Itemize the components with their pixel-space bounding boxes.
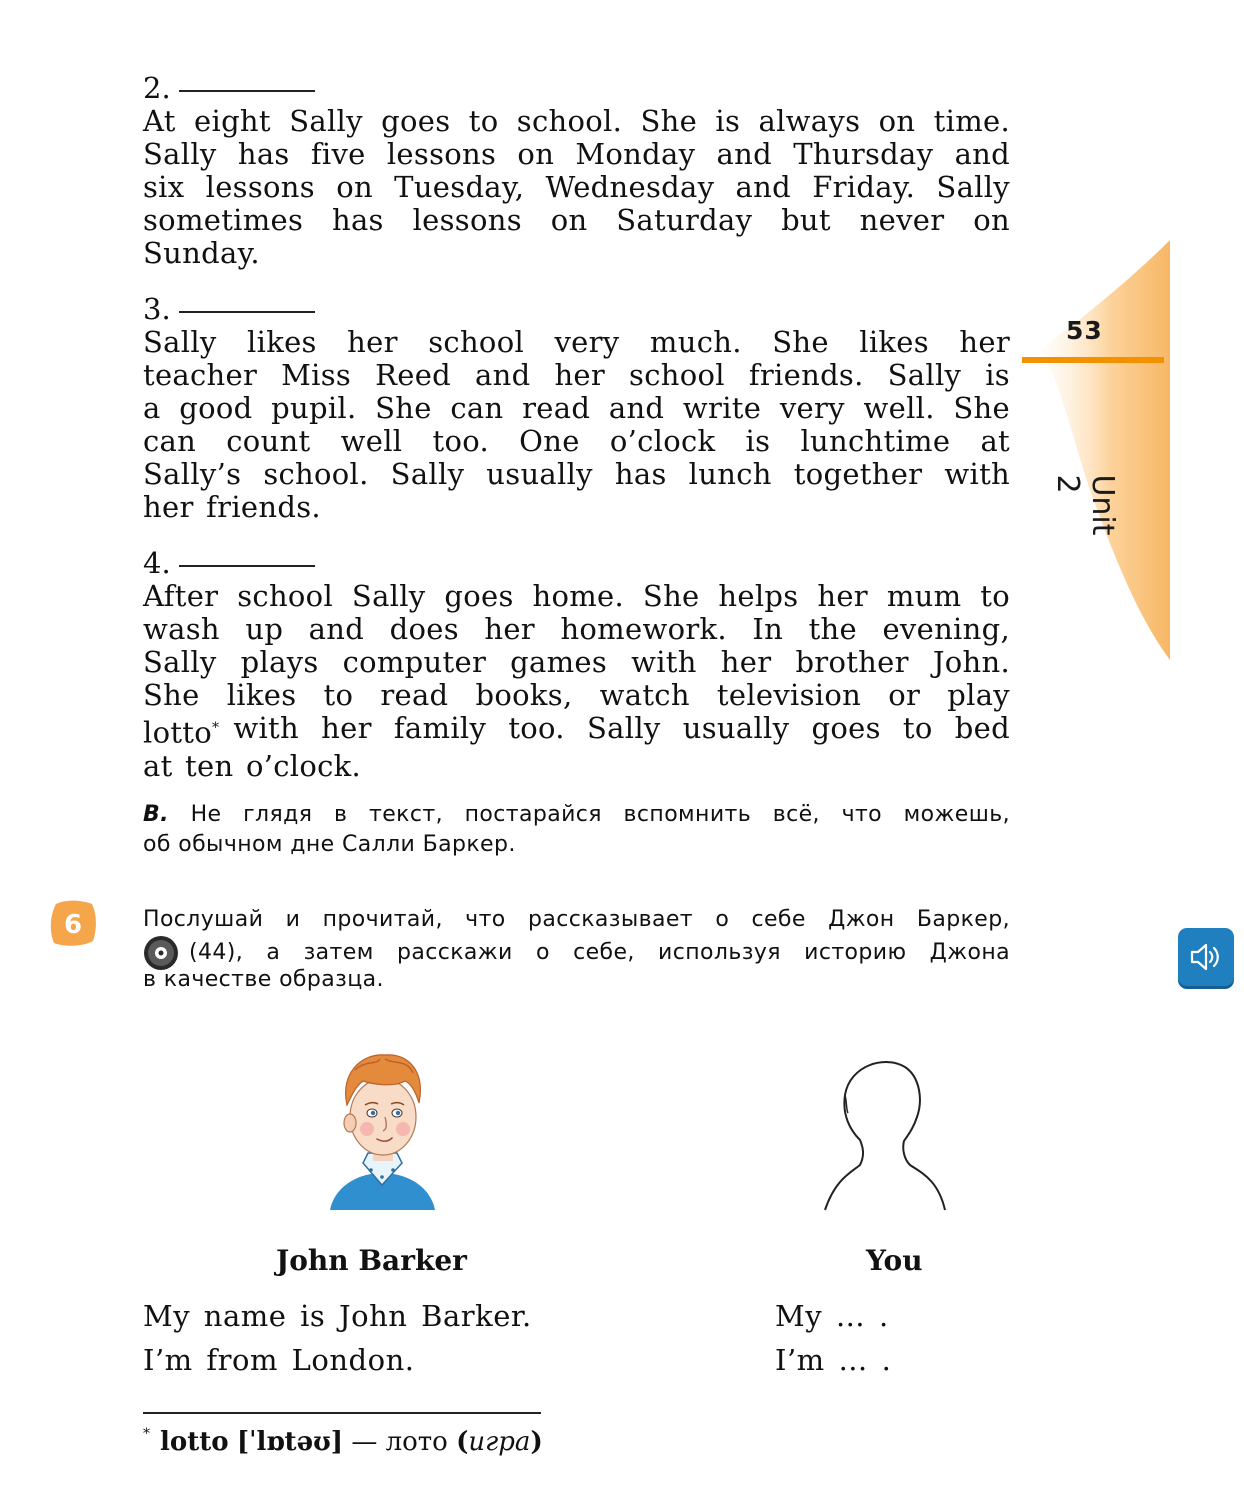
task-b-line	[143, 800, 1010, 830]
section-3	[143, 293, 1010, 524]
exercise-number: 6	[63, 910, 83, 940]
section-text	[143, 326, 1010, 524]
footnote-note: игра	[468, 1427, 531, 1457]
text-line: She likes to read books, watch television or play	[143, 678, 1010, 712]
text-line: Sally likes her school very much. She likes her	[143, 325, 1010, 359]
instruction-line: в качестве образца.	[143, 967, 384, 992]
section-2	[143, 72, 1010, 270]
section-number-line	[143, 547, 1010, 580]
footnote: * lotto [ˈlɒtəʊ] — лото (игра)	[143, 1426, 543, 1457]
section-text	[143, 105, 1010, 270]
task-b-text: Не глядя в текст, постарайся вспомнить всё, что можешь,	[190, 802, 1010, 827]
lotto-word-group	[143, 712, 219, 750]
text-line: at ten o’clock.	[143, 748, 362, 783]
you-model-line: My … .	[775, 1299, 889, 1333]
section-number: 4.	[143, 546, 171, 580]
john-barker-portrait	[325, 1045, 440, 1215]
text-line: Sally has five lessons on Monday and Thursday and	[143, 137, 1010, 171]
text-line: Sunday.	[143, 236, 260, 270]
section-number-line	[143, 293, 1010, 326]
unit-label	[1050, 400, 1120, 570]
footnote-word: lotto	[160, 1427, 229, 1457]
answer-blank[interactable]	[179, 90, 315, 92]
section-text	[143, 580, 1010, 783]
text-line: After school Sally goes home. She helps her mum to	[143, 579, 1010, 613]
task-b-line: об обычном дне Салли Баркер.	[143, 832, 516, 857]
john-model-text	[143, 1294, 532, 1382]
instruction-line: Послушай и прочитай, что рассказывает о себе Джон Баркер,	[143, 907, 1010, 932]
text-line: teacher Miss Reed and her school friends. Sally is	[143, 358, 1010, 392]
section-number: 2.	[143, 71, 171, 105]
john-model-line: My name is John Barker.	[143, 1299, 532, 1333]
section-number-line	[143, 72, 1010, 105]
page-number-rule	[1022, 357, 1164, 363]
footnote-mark: *	[212, 720, 220, 736]
lotto-line-rest: with her family too. Sally usually goes to bed	[233, 711, 1010, 745]
text-line: her friends.	[143, 490, 321, 524]
task-b-label: B.	[143, 802, 169, 827]
footnote-transcription: [ˈlɒtəʊ]	[236, 1427, 344, 1457]
text-line: sometimes has lessons on Saturday but never on	[143, 203, 1010, 237]
you-model-line: I’m … .	[775, 1343, 892, 1377]
john-model-line: I’m from London.	[143, 1343, 415, 1377]
lotto-word: lotto	[143, 715, 213, 750]
you-silhouette	[820, 1055, 950, 1215]
text-line: wash up and does her homework. In the evening,	[143, 612, 1010, 646]
text-line: At eight Sally goes to school. She is always on time.	[143, 104, 1010, 138]
answer-blank[interactable]	[179, 311, 315, 313]
unit-label-text: Unit 2	[1050, 474, 1120, 536]
you-model-text	[775, 1294, 891, 1382]
text-line: Sally plays computer games with her brother John.	[143, 645, 1010, 679]
exercise-6-instructions	[143, 905, 1010, 995]
footnote-translation: лото	[385, 1427, 448, 1457]
you-caption: You	[866, 1244, 923, 1277]
footnote-mark: *	[143, 1426, 150, 1442]
text-line: Sally’s school. Sally usually has lunch together with	[143, 457, 1010, 491]
section-4	[143, 547, 1010, 783]
answer-blank[interactable]	[179, 565, 315, 567]
footnote-rule	[143, 1412, 541, 1414]
section-number: 3.	[143, 292, 171, 326]
text-line-lotto	[143, 712, 1010, 750]
speaker-icon	[1178, 928, 1234, 986]
task-b	[143, 800, 1010, 860]
audio-play-button[interactable]	[1178, 928, 1234, 986]
text-line: a good pupil. She can read and write very well. She	[143, 391, 1010, 425]
footnote-dash: —	[351, 1427, 378, 1457]
exercise-number-badge	[48, 898, 98, 948]
text-line: six lessons on Tuesday, Wednesday and Friday. Sally	[143, 170, 1010, 204]
text-line: can count well too. One o’clock is lunchtime at	[143, 424, 1010, 458]
instruction-line-text: (44), а затем расскажи о себе, используя историю Джона	[189, 940, 1010, 965]
john-caption: John Barker	[276, 1244, 467, 1277]
page-number: 53	[1066, 316, 1103, 345]
